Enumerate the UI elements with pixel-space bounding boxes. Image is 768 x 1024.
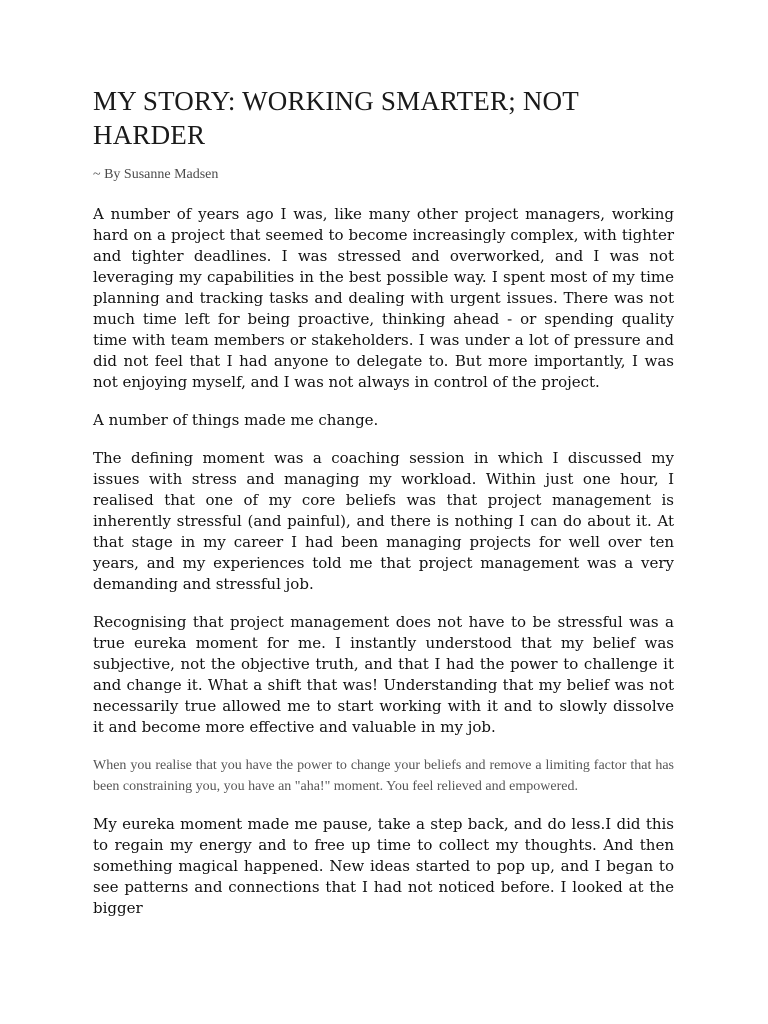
paragraph-2: A number of things made me change.	[93, 411, 379, 429]
article-title: MY STORY: WORKING SMARTER; NOT HARDER	[93, 86, 579, 150]
article	[93, 84, 674, 936]
pull-quote: When you realise that you have the power to change your beliefs and remove a limiting factor that has been constraining you, you have an "aha!" moment. You feel relieved and empowered.	[93, 758, 674, 794]
paragraph-1: A number of years ago I was, like many other project managers, working hard on a project that seemed to become increasingly complex, with tighter and tighter deadlines. I was stressed and overworked, and I was not leveraging my capabilities in the best possible way. I spent most of my time planning and tracking tasks and dealing with urgent issues. There was not much time left for being proactive, thinking ahead - or spending quality time with team members or stakeholders. I was under a lot of pressure and did not feel that I had anyone to delegate to. But more importantly, I was not enjoying myself, and I was not always in control of the project.	[93, 205, 674, 391]
article-byline: ~ By Susanne Madsen	[93, 167, 219, 182]
paragraph-4: Recognising that project management does not have to be stressful was a true eureka moment for me. I instantly understood that my belief was subjective, not the objective truth, and that I had the power to challenge it and change it. What a shift that was! Understanding that my belief was not necessarily true allowed me to start working with it and to slowly dissolve it and become more effective and valuable in my job.	[93, 613, 674, 736]
paragraph-3: The defining moment was a coaching session in which I discussed my issues with stress and managing my workload. Within just one hour, I realised that one of my core beliefs was that project management is inherently stressful (and painful), and there is nothing I can do about it. At that stage in my career I had been managing projects for well over ten years, and my experiences told me that project management was a very demanding and stressful job.	[93, 449, 674, 593]
paragraph-5: My eureka moment made me pause, take a step back, and do less.I did this to regain my energy and to free up time to collect my thoughts. And then something magical happened. New ideas started to pop up, and I began to see patterns and connections that I had not noticed before. I looked at the bigger	[93, 815, 674, 917]
